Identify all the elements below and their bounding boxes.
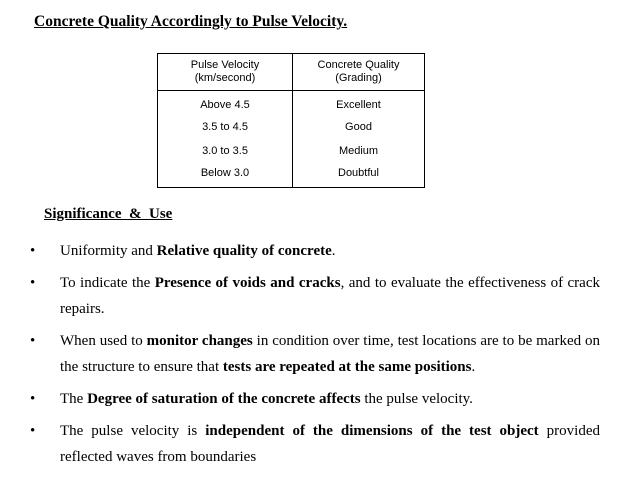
text-run: The: [60, 391, 88, 407]
header-line: Concrete Quality: [317, 59, 400, 71]
text-run: To indicate the: [60, 275, 155, 291]
velocity-cell: 3.5 to 4.5: [158, 115, 293, 139]
bold-text: independent of the dimensions of the test object: [205, 423, 539, 439]
page-title: Concrete Quality Accordingly to Pulse Velocity.: [34, 13, 348, 30]
header-concrete-quality: [293, 54, 425, 91]
header-pulse-velocity: [158, 54, 293, 91]
bold-text: Degree of saturation of the concrete affects: [87, 391, 361, 407]
text-run: in condition over time, test locations are to be marked on the structure to ensure that: [60, 333, 600, 375]
bullet-icon: •: [30, 333, 36, 349]
bold-text: monitor changes: [146, 333, 253, 349]
text-run: .: [471, 359, 476, 375]
table-row: [158, 91, 425, 116]
text-run: .: [331, 243, 336, 259]
header-line: (km/second): [194, 72, 256, 84]
bullet-icon: •: [30, 243, 36, 259]
table-row: [158, 115, 425, 139]
velocity-cell: Below 3.0: [158, 163, 293, 188]
bullet-icon: •: [30, 391, 36, 407]
bullet-list: [30, 238, 600, 470]
table-header-row: [158, 54, 425, 91]
quality-cell: Doubtful: [293, 163, 425, 188]
header-line: (Grading): [335, 72, 382, 84]
list-item: [30, 238, 600, 264]
list-item: [30, 386, 600, 412]
text-run: , and to evaluate the effectiveness of crack repairs.: [60, 275, 600, 317]
bullet-icon: •: [30, 275, 36, 291]
list-item: [30, 328, 600, 380]
text-run: Uniformity and: [60, 243, 157, 259]
section-heading: Significance & Use: [44, 206, 173, 222]
quality-cell: Medium: [293, 139, 425, 163]
table-row: [158, 139, 425, 163]
quality-cell: Excellent: [293, 91, 425, 116]
text-run: provided reflected waves from boundaries: [60, 423, 600, 465]
quality-cell: Good: [293, 115, 425, 139]
bold-text: Presence of voids and cracks: [154, 275, 341, 291]
list-item: [30, 270, 600, 322]
quality-table: [157, 53, 425, 188]
text-run: The pulse velocity is: [60, 423, 206, 439]
list-item: [30, 418, 600, 470]
header-line: Pulse Velocity: [190, 59, 260, 71]
velocity-cell: Above 4.5: [158, 91, 293, 116]
text-run: When used to: [60, 333, 147, 349]
text-run: the pulse velocity.: [360, 391, 473, 407]
velocity-cell: 3.0 to 3.5: [158, 139, 293, 163]
bullet-icon: •: [30, 423, 36, 439]
bold-text: Relative quality of concrete: [156, 243, 332, 259]
table-row: [158, 163, 425, 188]
bold-text: tests are repeated at the same positions: [222, 359, 472, 375]
